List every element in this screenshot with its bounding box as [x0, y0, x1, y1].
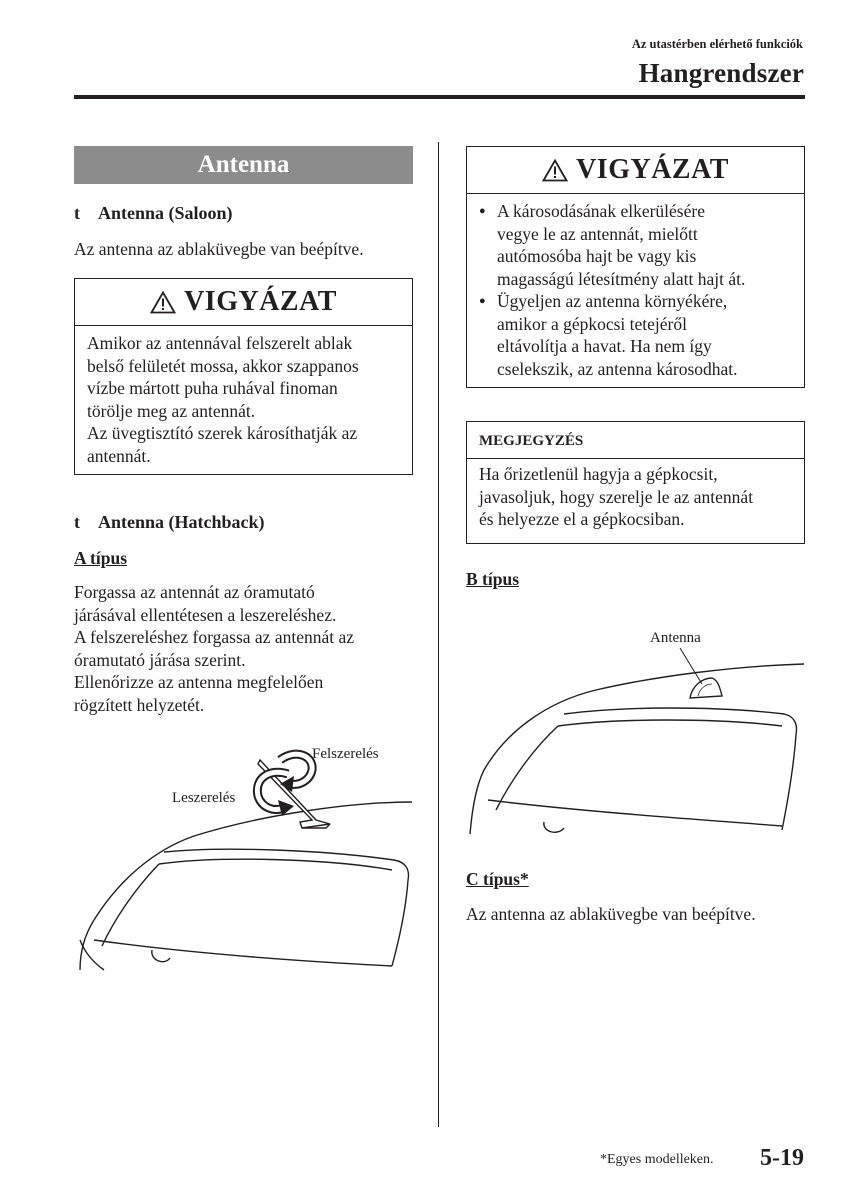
- warning-body: [467, 194, 804, 388]
- page-title: Hangrendszer: [638, 58, 804, 88]
- warning-title: VIGYÁZAT: [576, 154, 729, 185]
- note-title: MEGJEGYZÉS: [467, 422, 804, 459]
- warning-triangle-icon: [542, 159, 568, 182]
- remove-label: Leszerelés: [172, 790, 236, 806]
- warning-line: Az üvegtisztító szerek károsíthatják az: [87, 423, 358, 443]
- lamp-notch: [152, 950, 170, 962]
- note-line: és helyezze el a gépkocsiban.: [479, 509, 685, 529]
- warning-item-line: cselekszik, az antenna károsodhat.: [497, 358, 738, 379]
- type-a-line: A felszereléshez forgassa az antennát az: [74, 627, 355, 647]
- warning-title: VIGYÁZAT: [184, 286, 337, 317]
- warning-box-left: [74, 278, 413, 475]
- lamp-notch: [544, 822, 564, 832]
- type-a-line: óramutató járása szerint.: [74, 649, 246, 670]
- type-a-line: Ellenőrizze az antenna megfelelően: [74, 672, 324, 692]
- rear-window-right: [392, 880, 408, 966]
- warning-line: antennát.: [87, 445, 151, 466]
- type-a-line: járásával ellentétesen a leszereléshez.: [74, 604, 337, 625]
- warning-triangle-icon: [150, 291, 176, 314]
- warning-line: belső felületét mossa, akkor szappanos: [87, 355, 359, 376]
- warning-item-line: amikor a gépkocsi tetejéről: [497, 313, 687, 334]
- type-b-heading: B típus: [466, 569, 520, 589]
- warning-item-line: magasságú létesítmény alatt hajt át.: [497, 268, 746, 289]
- warning-item: [475, 200, 792, 290]
- note-line: javasoljuk, hogy szerelje le az antennát: [479, 486, 754, 507]
- spoiler-lower: [558, 720, 782, 726]
- page-number: 5-19: [760, 1145, 804, 1171]
- tailgate-line: [94, 940, 392, 966]
- type-a-line: Forgassa az antennát az óramutató: [74, 582, 315, 602]
- type-b-figure: [466, 640, 806, 836]
- type-a-text: [74, 581, 354, 716]
- warning-line: Amikor az antennával felszerelt ablak: [87, 333, 353, 353]
- type-a-line: rögzített helyzetét.: [74, 694, 205, 715]
- warning-header: [75, 279, 412, 326]
- warning-item-line: ● Ügyeljen az antenna környékére,: [497, 291, 728, 311]
- chapter-title: Az utastérben elérhető funkciók: [631, 37, 803, 51]
- spoiler-top: [164, 849, 408, 880]
- warning-item-line: autómosóba hajt be vagy kis: [497, 246, 697, 266]
- note-body: [467, 459, 804, 537]
- saloon-heading: [74, 203, 233, 224]
- note-box: [466, 421, 805, 544]
- antenna-label: Antenna: [650, 630, 701, 646]
- warning-box-right: [466, 146, 805, 388]
- shark-fin-antenna-icon: [690, 678, 722, 698]
- column-divider: [438, 142, 439, 1127]
- header-rule: [74, 95, 805, 99]
- note-line: Ha őrizetlenül hagyja a gépkocsit,: [479, 464, 718, 484]
- warning-item-line: eltávolítja a havat. Ha nem így: [497, 336, 712, 356]
- heading-bullet: t: [74, 203, 80, 223]
- warning-line: vízbe mártott puha ruhával finoman: [87, 378, 338, 398]
- warning-list: [475, 200, 792, 380]
- rear-window-right: [782, 734, 796, 830]
- warning-item-line: ● A károsodásának elkerülésére: [497, 201, 705, 221]
- hatchback-heading: [74, 512, 265, 533]
- spoiler-top: [564, 708, 797, 734]
- type-a-figure: [74, 740, 419, 980]
- spoiler-lower: [159, 859, 392, 870]
- warning-item: [475, 290, 792, 380]
- type-c-text: Az antenna az ablaküvegbe van beépítve.: [466, 904, 756, 924]
- warning-line: törölje meg az antennát.: [87, 400, 256, 421]
- warning-header: [467, 147, 804, 194]
- saloon-text: Az antenna az ablaküvegbe van beépítve.: [74, 239, 364, 259]
- roof-line: [470, 664, 804, 834]
- heading-bullet: t: [74, 512, 80, 532]
- rear-window-edge: [496, 726, 558, 810]
- antenna-leader-line: [680, 648, 702, 684]
- footnote: *Egyes modelleken.: [600, 1152, 714, 1167]
- install-label: Felszerelés: [312, 746, 379, 762]
- warning-item-line: vegye le az antennát, mielőtt: [497, 223, 698, 244]
- warning-body: [75, 326, 412, 475]
- type-a-heading: A típus: [74, 548, 128, 568]
- rear-window-edge: [102, 864, 159, 946]
- saloon-heading-text: Antenna (Saloon): [98, 203, 233, 223]
- type-c-heading: C típus*: [466, 869, 529, 889]
- hatchback-heading-text: Antenna (Hatchback): [98, 512, 265, 532]
- tailgate-line: [488, 800, 782, 826]
- section-title: Antenna: [74, 146, 413, 184]
